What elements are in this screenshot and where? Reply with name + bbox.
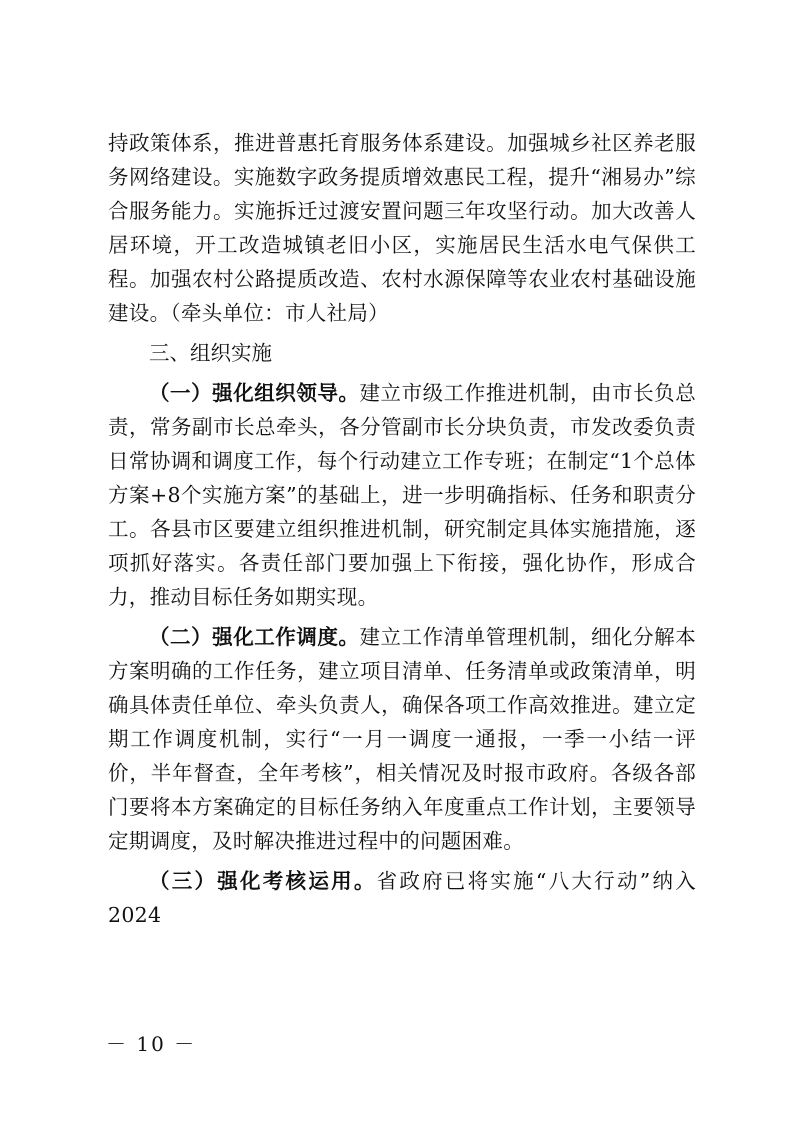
paragraph-work-scheduling bbox=[108, 620, 696, 858]
document-body bbox=[108, 126, 696, 932]
subsection-title: （三）强化考核运用。 bbox=[149, 869, 377, 893]
paragraph-continuation: 持政策体系，推进普惠托育服务体系建设。加强城乡社区养老服务网络建设。实施数字政务提质增效惠民工程，提升“湘易办”综合服务能力。实施拆迁过渡安置问题三年攻坚行动。加大改善人居环境，开工改造城镇老旧小区，实施居民生活水电气保供工程。加强农村公路提质改造、农村水源保障等农业农村基础设施建设。（牵头单位：市人社局） bbox=[108, 131, 696, 325]
subsection-body: 建立工作清单管理机制，细化分解本方案明确的工作任务，建立项目清单、任务清单或政策清单，明确具体责任单位、牵头负责人，确保各项工作高效推进。建立定期工作调度机制，实行“一月一调度一通报，一季一小结一评价，半年督查，全年考核”，相关情况及时报市政府。各级各部门要将本方案确定的目标任务纳入年度重点工作计划，主要领导定期调度，及时解决推进过程中的问题困难。 bbox=[108, 625, 696, 853]
subsection-body: 建立市级工作推进机制，由市长负总责，常务副市长总牵头，各分管副市长分块负责，市发改委负责日常协调和调度工作，每个行动建立工作专班；在制定“1个总体方案+8个实施方案”的基础上，进一步明确指标、任务和职责分工。各县市区要建立组织推进机制，研究制定具体实施措施，逐项抓好落实。各责任部门要加强上下衔接，强化协作，形成合力，推动目标任务如期实现。 bbox=[108, 381, 696, 609]
subsection-title: （一）强化组织领导。 bbox=[149, 381, 360, 405]
subsection-body: 省政府已将实施“八大行动”纳入2024 bbox=[108, 869, 697, 927]
subsection-title: （二）强化工作调度。 bbox=[149, 625, 360, 649]
paragraph-organization-leadership bbox=[108, 376, 696, 614]
page-number: － 10 － bbox=[106, 1032, 197, 1056]
paragraph-assessment bbox=[108, 864, 696, 932]
section-heading: 三、组织实施 bbox=[149, 341, 272, 365]
